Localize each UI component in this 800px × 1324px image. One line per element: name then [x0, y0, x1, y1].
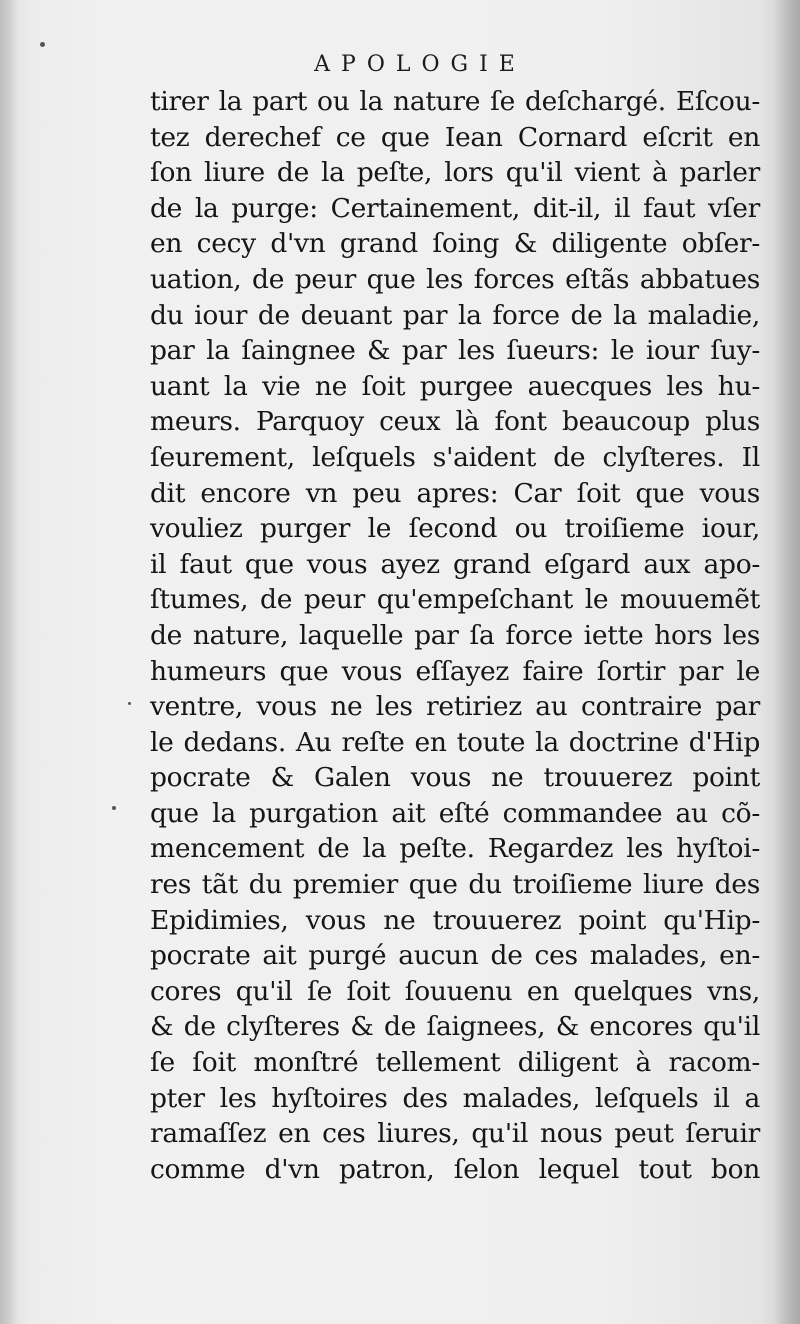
- text-line: pter les hyſtoires des malades, leſquels il a: [150, 1082, 760, 1114]
- text-line: de nature, laquelle par ſa force iette hors les: [150, 619, 760, 651]
- text-line: ſeurement, leſquels s'aident de clyſteres. Il: [150, 441, 760, 473]
- text-line: res tãt du premier que du troiſieme liure des: [150, 869, 760, 901]
- text-line: de la purge: Certainement, dit-il, il faut vſer: [150, 192, 760, 224]
- page-body-text: [150, 84, 760, 1187]
- text-line: meurs. Parquoy ceux là font beaucoup plus: [150, 406, 760, 438]
- text-line: il faut que vous ayez grand eſgard aux apo-: [150, 548, 760, 580]
- text-line: comme d'vn patron, ſelon lequel tout bon: [150, 1153, 760, 1185]
- text-line: tirer la part ou la nature ſe deſchargé. Eſcou-: [150, 86, 760, 117]
- text-line: par la ſaingnee & par les ſueurs: le iour ſuy-: [150, 335, 760, 367]
- text-line: ventre, vous ne les retiriez au contraire par: [150, 691, 760, 723]
- text-line: mencement de la peſte. Regardez les hyſtoi-: [150, 833, 760, 865]
- text-line: humeurs que vous eſſayez faire ſortir par le: [150, 655, 760, 687]
- text-line: ſtumes, de peur qu'empeſchant le mouuemẽt: [150, 584, 760, 616]
- text-line: du iour de deuant par la force de la maladie,: [150, 299, 760, 331]
- ink-speck: [40, 42, 45, 47]
- text-line: ſon liure de la peſte, lors qu'il vient à parler: [150, 157, 760, 189]
- text-line: pocrate & Galen vous ne trouuerez point: [150, 762, 760, 794]
- text-line: dit encore vn peu apres: Car ſoit que vous: [150, 477, 760, 509]
- text-line: pocrate ait purgé aucun de ces malades, en-: [150, 940, 760, 972]
- text-line: uant la vie ne ſoit purgee auecques les hu-: [150, 370, 760, 402]
- text-line: Epidimies, vous ne trouuerez point qu'Hip-: [150, 904, 760, 936]
- text-line: & de clyſteres & de ſaignees, & encores qu'il: [150, 1011, 760, 1043]
- text-line: ramaſſez en ces liures, qu'il nous peut ſeruir: [150, 1118, 760, 1150]
- text-line: le dedans. Au reſte en toute la doctrine d'Hip: [150, 726, 760, 758]
- text-line: en cecy d'vn grand ſoing & diligente obſer-: [150, 228, 760, 260]
- text-line: uation, de peur que les forces eſtãs abbatues: [150, 263, 760, 295]
- ink-speck: [128, 702, 131, 705]
- ink-speck: [112, 806, 116, 810]
- text-line: que la purgation ait eſté commandee au cõ-: [150, 797, 760, 829]
- text-line: tez derechef ce que Iean Cornard eſcrit en: [150, 121, 760, 153]
- text-line: vouliez purger le ſecond ou troiſieme iour,: [150, 513, 760, 545]
- running-title: APOLOGIE: [314, 52, 526, 77]
- text-line: ſe ſoit monſtré tellement diligent à racom-: [150, 1047, 760, 1079]
- text-line: cores qu'il ſe ſoit ſouuenu en quelques vns,: [150, 975, 760, 1007]
